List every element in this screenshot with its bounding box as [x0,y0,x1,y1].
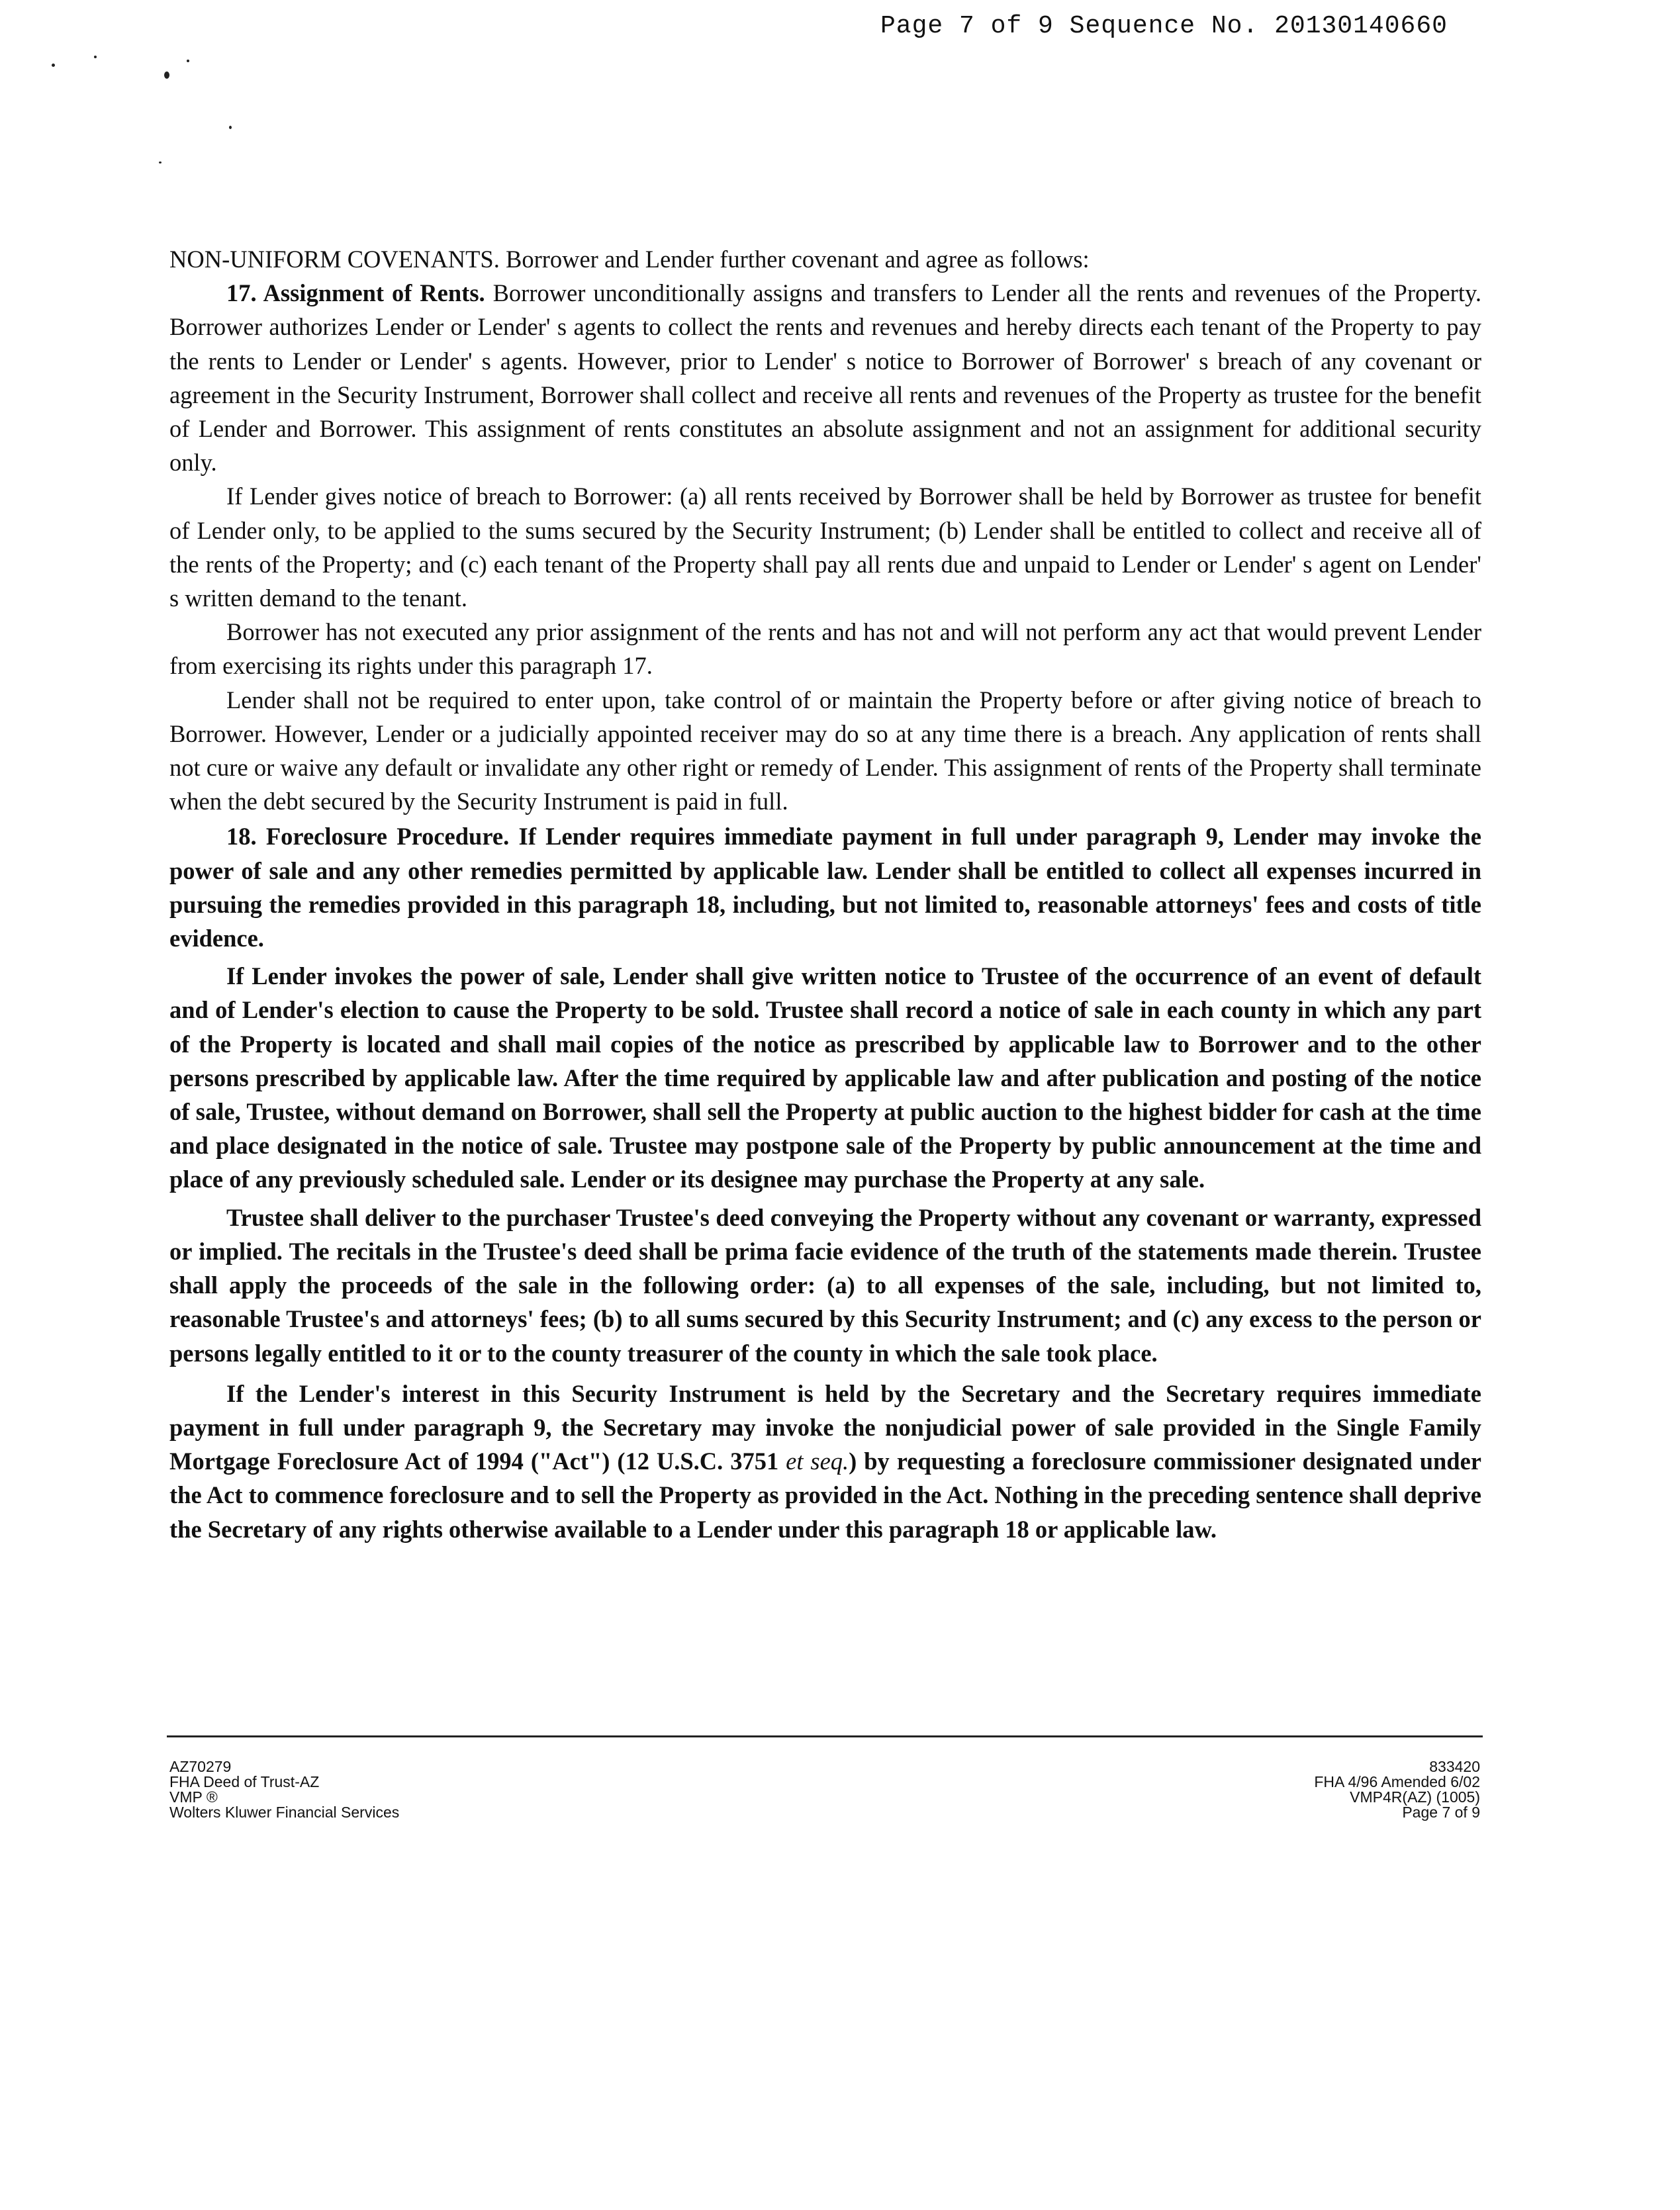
footer-vmp-mark: VMP ® [169,1788,218,1806]
scan-speck [187,60,189,62]
scan-speck [159,161,162,163]
paragraph-17-assignment-of-rents [169,276,1481,479]
paragraph-18-secretary [169,1377,1481,1546]
footer-divider [167,1735,1483,1737]
paragraph-18-secretary-text-1: If the Lender's interest in this Security Instrument is held by the Secretary and the Secretary requires immediate payment in full under paragraph 9, the Secretary may invoke the nonjudicial power of sale provided in the Single Family Mortgage Foreclosure Act of 1994 ("Act") (12 U.S.C. 3751 [169,1379,1481,1475]
document-body [169,242,1481,1546]
page-sequence-stamp: Page 7 of 9 Sequence No. 20130140660 [880,12,1448,40]
paragraph-18-trustee-deed: Trustee shall deliver to the purchaser Trustee's deed conveying the Property without any covenant or warranty, expressed or implied. The recitals in the Trustee's deed shall be prima facie evidence of the truth of the statements made therein. Trustee shall apply the proceeds of the sale in the following order: (a) to all expenses of the sale, including, but not limited to, reasonable Trustee's and attorneys' fees; (b) to all sums secured by this Security Instrument; and (c) any excess to the person or persons legally entitled to it or to the county treasurer of the county in which the sale took place. [169,1203,1481,1367]
footer-form-version: FHA 4/96 Amended 6/02 [1314,1773,1480,1790]
non-uniform-covenants-intro: NON-UNIFORM COVENANTS. Borrower and Lender further covenant and agree as follows: [169,246,1090,273]
footer-vmp-code: VMP4R(AZ) (1005) [1350,1788,1480,1806]
footer-doc-number: 833420 [1429,1758,1480,1775]
paragraph-17-heading: 17. Assignment of Rents. [226,279,485,307]
paragraph-17-lender-control: Lender shall not be required to enter upon, take control of or maintain the Property before or after giving notice of breach to Borrower. However, Lender or a judicially appointed receiver may do so at any time there is a breach. Any application of rents shall not cure or waive any default or invalidate any other right or remedy of Lender. This assignment of rents of the Property shall terminate when the debt secured by the Security Instrument is paid in full. [169,686,1481,815]
scan-speck [164,71,169,79]
paragraph-18-secretary-text-2: ) by requesting a foreclosure commissioner designated under the Act to commence foreclosure and to sell the Property as provided in the Act. Nothing in the preceding sentence shall deprive the Secretary of any rights otherwise available to a Lender under this paragraph 18 or applicable law. [169,1448,1481,1543]
footer-publisher: Wolters Kluwer Financial Services [169,1804,400,1821]
footer-page-number: Page 7 of 9 [1402,1804,1480,1821]
paragraph-17-prior-assignment: Borrower has not executed any prior assignment of the rents and has not and will not perform any act that would prevent Lender from exercising its rights under this paragraph 17. [169,618,1481,680]
footer-form-title: FHA Deed of Trust-AZ [169,1773,320,1790]
scan-speck [94,56,97,58]
paragraph-17-text: Borrower unconditionally assigns and transfers to Lender all the rents and revenues of the Property. Borrower authorizes Lender or Lender' s agents to collect the rents and revenues and hereby directs each tenant of the Property to pay the rents to Lender or Lender' s agents. However, prior to Lender' s notice to Borrower of Borrower' s breach of any covenant or agreement in the Security Instrument, Borrower shall collect and receive all rents and revenues of the Property as trustee for the benefit of Lender and Borrower. This assignment of rents constitutes an absolute assignment and not an assignment for additional security only. [169,279,1481,477]
paragraph-17-notice-of-breach: If Lender gives notice of breach to Borrower: (a) all rents received by Borrower shall be held by Borrower as trustee for benefit of Lender only, to be applied to the sums secured by the Security Instrument; (b) Lender shall be entitled to collect and receive all of the rents of the Property; and (c) each tenant of the Property shall pay all rents due and unpaid to Lender or Lender' s agent on Lender' s written demand to the tenant. [169,483,1481,612]
scan-speck [229,126,232,129]
footer-form-code: AZ70279 [169,1758,232,1775]
paragraph-18-power-of-sale: If Lender invokes the power of sale, Lender shall give written notice to Trustee of the occurrence of an event of default and of Lender's election to cause the Property to be sold. Trustee shall record a notice of sale in each county in which any part of the Property is located and shall mail copies of the notice as prescribed by applicable law to Borrower and to the other persons prescribed by applicable law. After the time required by applicable law and after publication and posting of the notice of sale, Trustee, without demand on Borrower, shall sell the Property at public auction to the highest bidder for cash at the time and place designated in the notice of sale. Trustee may postpone sale of the Property by public announcement at the time and place of any previously scheduled sale. Lender or its designee may purchase the Property at any sale. [169,962,1481,1193]
paragraph-18-secretary-italic: et seq. [786,1448,849,1475]
footer-right-block [1314,1759,1480,1820]
footer-left-block [169,1759,399,1820]
paragraph-18-foreclosure-procedure: 18. Foreclosure Procedure. If Lender requires immediate payment in full under paragraph 9, Lender may invoke the power of sale and any other remedies permitted by applicable law. Lender shall be entitled to collect all expenses incurred in pursuing the remedies provided in this paragraph 18, including, but not limited to, reasonable attorneys' fees and costs of title evidence. [169,823,1481,952]
scan-speck [52,64,55,67]
